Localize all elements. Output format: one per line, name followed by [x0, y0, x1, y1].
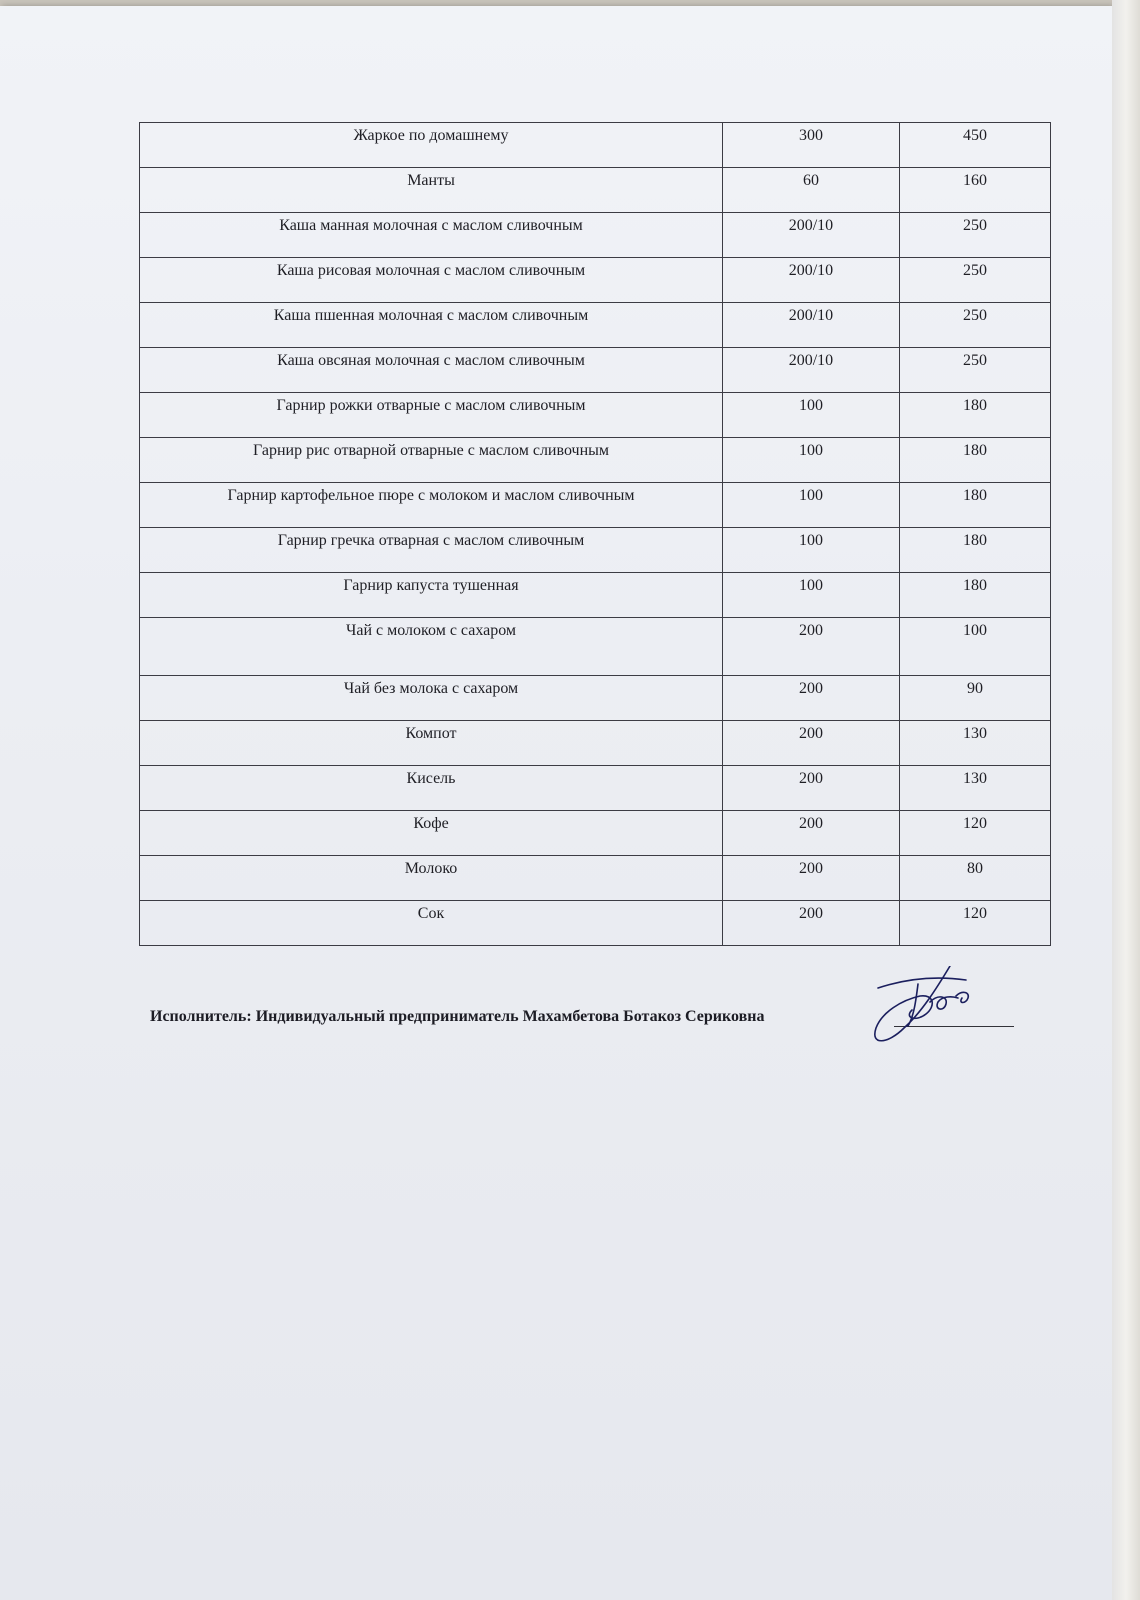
table-row [140, 528, 1051, 573]
dish-name: Гарнир рис отварной отварные с маслом сливочным [140, 438, 723, 483]
table-row [140, 766, 1051, 811]
table-row [140, 438, 1051, 483]
dish-name: Сок [140, 901, 723, 946]
dish-weight: 200/10 [723, 213, 900, 258]
table-row [140, 258, 1051, 303]
dish-name: Гарнир гречка отварная с маслом сливочным [140, 528, 723, 573]
dish-weight: 200 [723, 618, 900, 676]
dish-weight: 300 [723, 123, 900, 168]
dish-name: Кофе [140, 811, 723, 856]
table-row [140, 721, 1051, 766]
table-row [140, 811, 1051, 856]
dish-price: 130 [899, 766, 1050, 811]
dish-name: Кисель [140, 766, 723, 811]
table-row [140, 901, 1051, 946]
dish-price: 130 [899, 721, 1050, 766]
dish-price: 250 [899, 258, 1050, 303]
dish-price: 180 [899, 483, 1050, 528]
dish-name: Каша манная молочная с маслом сливочным [140, 213, 723, 258]
executor-line: Исполнитель: Индивидуальный предприниматель Махамбетова Ботакоз Сериковна [150, 1008, 765, 1025]
dish-weight: 100 [723, 573, 900, 618]
dish-price: 180 [899, 573, 1050, 618]
table-row [140, 168, 1051, 213]
dish-name: Гарнир картофельное пюре с молоком и маслом сливочным [140, 483, 723, 528]
dish-weight: 200 [723, 901, 900, 946]
dish-price: 450 [899, 123, 1050, 168]
table-row [140, 123, 1051, 168]
paper-sheet [0, 6, 1112, 1600]
dish-weight: 100 [723, 393, 900, 438]
dish-weight: 200/10 [723, 258, 900, 303]
dish-name: Жаркое по домашнему [140, 123, 723, 168]
menu-table [139, 122, 1051, 946]
dish-name: Компот [140, 721, 723, 766]
dish-name: Каша рисовая молочная с маслом сливочным [140, 258, 723, 303]
dish-weight: 200 [723, 676, 900, 721]
dish-price: 180 [899, 393, 1050, 438]
dish-name: Чай с молоком с сахаром [140, 618, 723, 676]
dish-price: 250 [899, 348, 1050, 393]
dish-name: Гарнир рожки отварные с маслом сливочным [140, 393, 723, 438]
dish-price: 160 [899, 168, 1050, 213]
background-edge [1112, 0, 1140, 1600]
table-row [140, 618, 1051, 676]
dish-weight: 200/10 [723, 348, 900, 393]
dish-price: 90 [899, 676, 1050, 721]
dish-price: 180 [899, 528, 1050, 573]
dish-price: 250 [899, 303, 1050, 348]
dish-price: 120 [899, 901, 1050, 946]
dish-price: 250 [899, 213, 1050, 258]
table-row [140, 573, 1051, 618]
dish-price: 80 [899, 856, 1050, 901]
table-row [140, 483, 1051, 528]
dish-price: 180 [899, 438, 1050, 483]
dish-weight: 200 [723, 766, 900, 811]
dish-name: Чай без молока с сахаром [140, 676, 723, 721]
table-row [140, 303, 1051, 348]
table-row [140, 213, 1051, 258]
table-row [140, 856, 1051, 901]
dish-price: 100 [899, 618, 1050, 676]
dish-weight: 200 [723, 856, 900, 901]
dish-weight: 200/10 [723, 303, 900, 348]
dish-name: Манты [140, 168, 723, 213]
dish-weight: 100 [723, 483, 900, 528]
table-row [140, 348, 1051, 393]
dish-name: Каша пшенная молочная с маслом сливочным [140, 303, 723, 348]
signature-icon [868, 966, 1008, 1066]
dish-name: Молоко [140, 856, 723, 901]
dish-name: Каша овсяная молочная с маслом сливочным [140, 348, 723, 393]
dish-weight: 200 [723, 721, 900, 766]
dish-weight: 100 [723, 438, 900, 483]
dish-weight: 60 [723, 168, 900, 213]
table-row [140, 393, 1051, 438]
dish-name: Гарнир капуста тушенная [140, 573, 723, 618]
dish-weight: 100 [723, 528, 900, 573]
dish-price: 120 [899, 811, 1050, 856]
table-row [140, 676, 1051, 721]
dish-weight: 200 [723, 811, 900, 856]
